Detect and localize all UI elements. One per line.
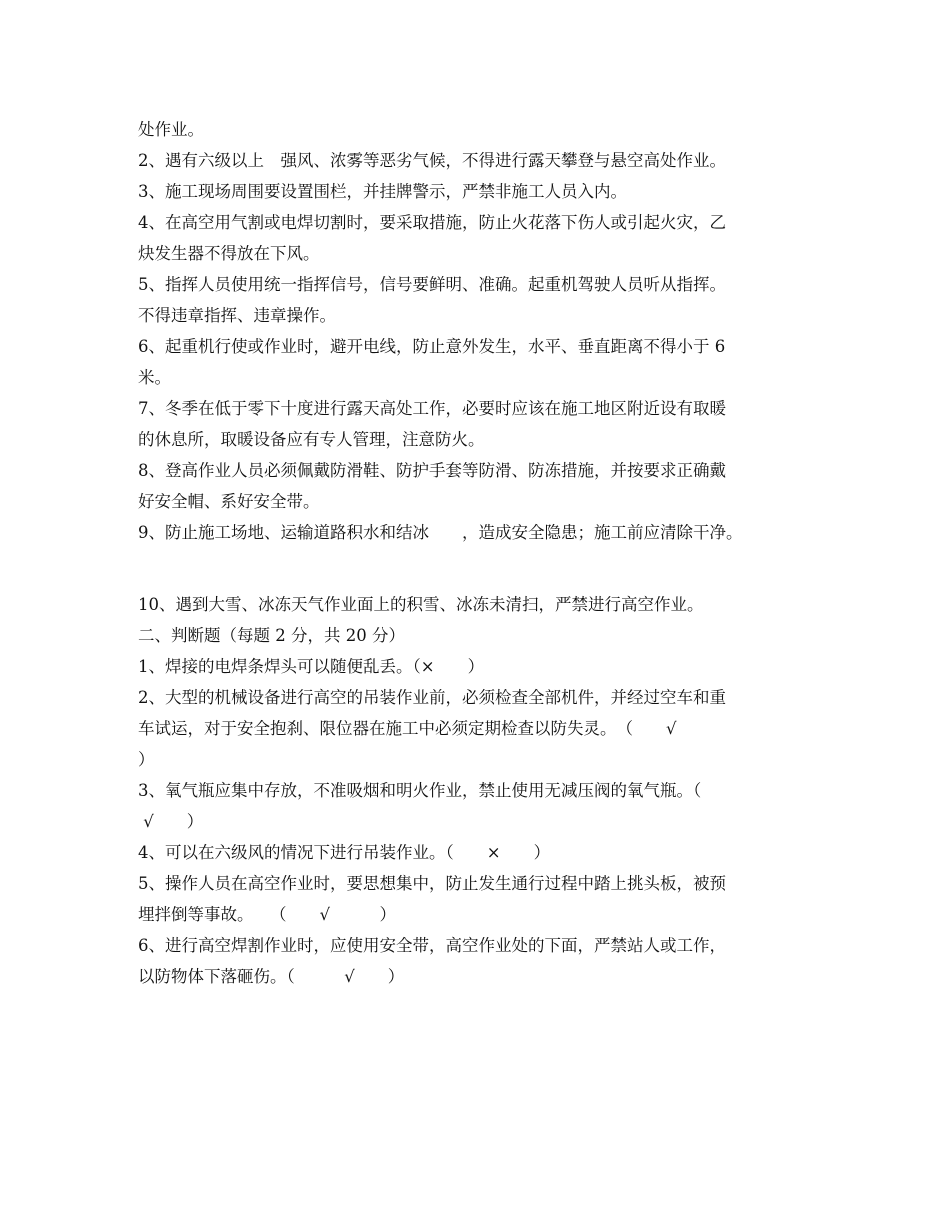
text-line: 10、遇到大雪、冰冻天气作业面上的积雪、冰冻未清扫，严禁进行高空作业。	[138, 595, 704, 614]
document-body	[138, 114, 838, 992]
text-line: 3、氧气瓶应集中存放，不准吸烟和明火作业，禁止使用无减压阀的氧气瓶。（	[138, 781, 702, 800]
text-line: 的休息所，取暖设备应有专人管理，注意防火。	[138, 430, 485, 449]
text-line: 1、焊接的电焊条焊头可以随便乱丢。（× ）	[138, 657, 485, 676]
section-heading: 二、判断题（每题 2 分，共 20 分）	[138, 626, 405, 645]
text-line: 8、登高作业人员必须佩戴防滑鞋、防护手套等防滑、防冻措施，并按要求正确戴	[138, 461, 726, 480]
text-line: 3、施工现场周围要设置围栏，并挂牌警示，严禁非施工人员入内。	[138, 182, 627, 201]
text-line: 5、操作人员在高空作业时，要思想集中，防止发生通行过程中踏上挑头板，被预	[138, 874, 726, 893]
text-line: 6、起重机行使或作业时，避开电线，防止意外发生，水平、垂直距离不得小于 6	[138, 337, 726, 356]
text-line: 炔发生器不得放在下风。	[138, 244, 320, 263]
text-line: 5、指挥人员使用统一指挥信号，信号要鲜明、准确。起重机驾驶人员听从指挥。	[138, 275, 726, 294]
text-line: 6、进行高空焊割作业时，应使用安全带，高空作业处的下面，严禁站人或工作，	[138, 936, 726, 955]
text-line: 2、遇有六级以上 强风、浓雾等恶劣气候，不得进行露天攀登与悬空高处作业。	[138, 151, 726, 170]
text-line: 4、在高空用气割或电焊切割时，要采取措施，防止火花落下伤人或引起火灾，乙	[138, 213, 726, 232]
text-line: 处作业。	[138, 120, 204, 139]
text-line: 7、冬季在低于零下十度进行露天高处工作，必要时应该在施工地区附近设有取暖	[138, 399, 726, 418]
paragraph-gap	[138, 548, 838, 589]
text-line: 好安全帽、系好安全带。	[138, 492, 320, 511]
text-line: 米。	[138, 368, 171, 387]
text-line: 4、可以在六级风的情况下进行吊装作业。（ × ）	[138, 843, 551, 862]
text-line: 埋拌倒等事故。 （ √ ）	[138, 905, 397, 924]
text-line: 不得违章指挥、违章操作。	[138, 306, 336, 325]
text-line: 以防物体下落砸伤。（ √ ）	[138, 967, 405, 986]
text-line: 2、大型的机械设备进行高空的吊装作业前，必须检查全部机件，并经过空车和重	[138, 688, 726, 707]
text-line: 9、防止施工场地、运输道路积水和结冰 ，造成安全隐患；施工前应清除干净。	[138, 523, 743, 542]
text-line: 车试运，对于安全抱刹、限位器在施工中必须定期检查以防失灵。 （ √	[138, 719, 677, 738]
text-line: √ ）	[138, 812, 204, 831]
text-line: ）	[138, 750, 155, 769]
